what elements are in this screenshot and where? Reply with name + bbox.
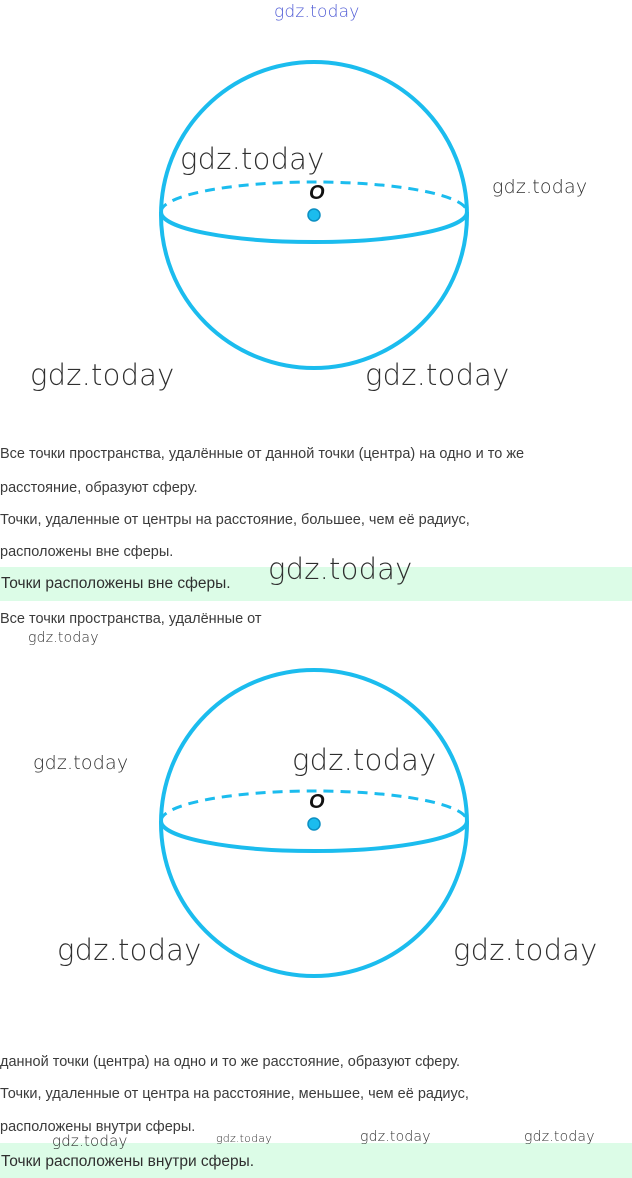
paragraph-line: Все точки пространства, удалённые от <box>0 611 262 627</box>
watermark: gdz.today <box>453 933 598 967</box>
answer-box-2: Точки расположены внутри сферы. <box>0 1143 632 1178</box>
paragraph-line: данной точки (центра) на одно и то же расстояние, образуют сферу. <box>0 1054 461 1070</box>
answer-box-1: Точки расположены вне сферы. <box>0 567 632 601</box>
watermark: gdz.today <box>28 630 99 646</box>
paragraph-line: расположены вне сферы. <box>0 544 174 560</box>
watermark: gdz.today <box>268 552 413 586</box>
paragraph-line: расположены внутри сферы. <box>0 1119 196 1135</box>
watermark: gdz.today <box>216 1132 272 1145</box>
watermark: gdz.today <box>524 1129 595 1145</box>
paragraph-line: Точки, удаленные от центра на расстояние, меньшее, чем её радиус, <box>0 1086 469 1102</box>
watermark: gdz.today <box>492 176 588 198</box>
center-label-1: O <box>309 182 325 204</box>
watermark: gdz.today <box>57 933 202 967</box>
watermark: gdz.today <box>360 1129 431 1145</box>
center-point <box>308 818 320 830</box>
watermark: gdz.today <box>292 743 437 777</box>
paragraph-line: расстояние, образуют сферу. <box>0 480 198 496</box>
watermark: gdz.today <box>365 358 510 392</box>
watermark: gdz.today <box>52 1132 128 1150</box>
watermark: gdz.today <box>180 142 325 176</box>
watermark: gdz.today <box>33 752 129 774</box>
paragraph-line: Все точки пространства, удалённые от данной точки (центра) на одно и то же <box>0 446 525 462</box>
watermark: gdz.today <box>30 358 175 392</box>
paragraph-line: Точки, удаленные от центры на расстояние, большее, чем её радиус, <box>0 512 470 528</box>
center-label-2: O <box>309 791 325 813</box>
center-point <box>308 209 320 221</box>
site-watermark: gdz.today <box>274 2 360 22</box>
